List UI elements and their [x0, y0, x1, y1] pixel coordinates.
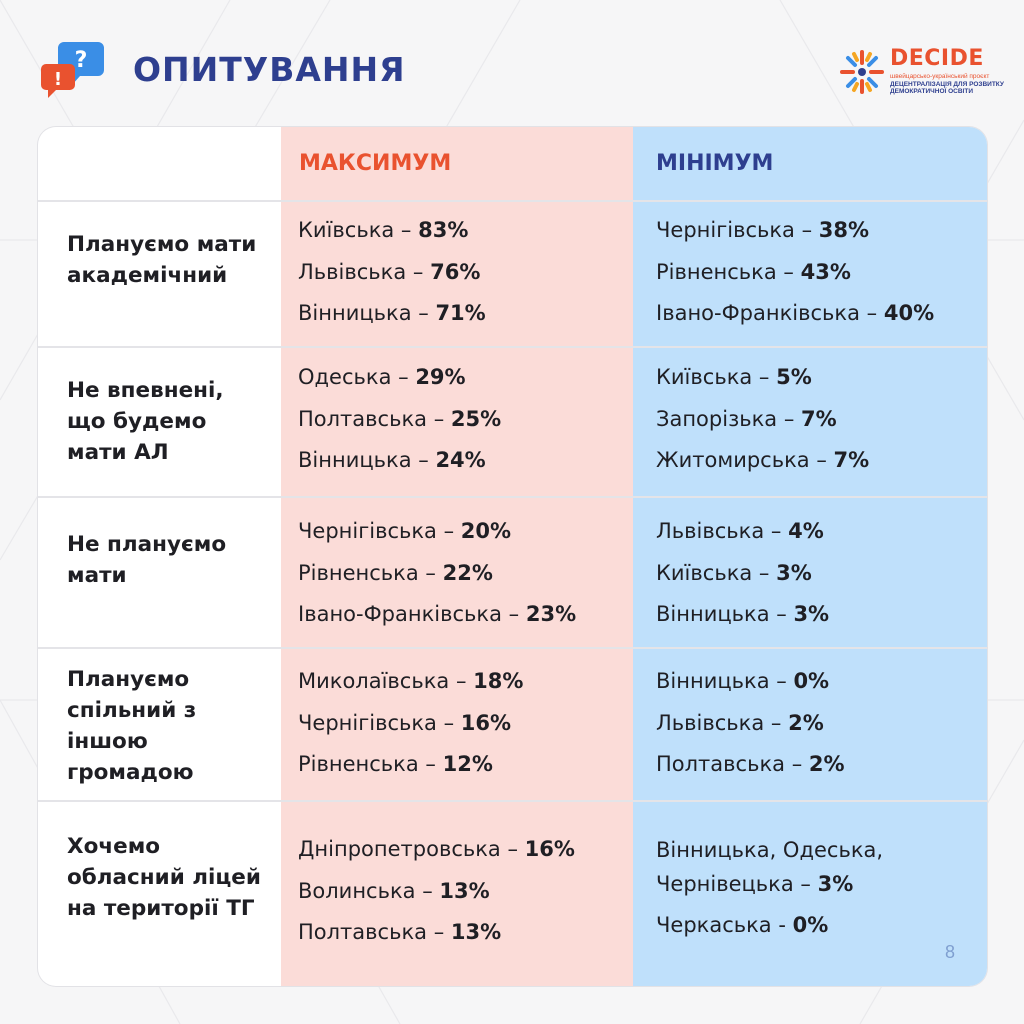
- row-divider: [38, 346, 987, 348]
- list-item: Київська – 5%: [656, 365, 812, 389]
- min-cell: [656, 210, 981, 335]
- list-item: Черкаська - 0%: [656, 913, 829, 937]
- page-title: ОПИТУВАННЯ: [133, 50, 406, 89]
- svg-text:!: !: [53, 69, 63, 90]
- row-label: Не впевнені, що будемо мати АЛ: [67, 378, 224, 465]
- list-item: Рівненська – 12%: [298, 752, 493, 776]
- list-item: Львівська – 76%: [298, 259, 481, 284]
- header: [0, 0, 1024, 120]
- chat-question-icon: [40, 38, 106, 102]
- list-item: Чернігівська – 20%: [298, 519, 512, 543]
- list-item: Полтавська – 13%: [298, 920, 502, 944]
- decide-logo: [838, 46, 1004, 98]
- list-item: Івано-Франківська – 40%: [656, 301, 935, 325]
- list-item: Волинська – 13%: [298, 878, 490, 903]
- row-divider: [38, 800, 987, 802]
- max-cell: [298, 210, 633, 335]
- min-cell: [656, 357, 981, 482]
- min-cell: [656, 833, 981, 947]
- list-item: Дніпропетровська – 16%: [298, 837, 575, 861]
- row-label: Плануємо спільний з іншою громадою: [67, 667, 197, 785]
- list-item: Чернігівська – 16%: [298, 710, 512, 735]
- row-label: Плануємо мати академічний: [67, 232, 257, 288]
- max-cell: [298, 661, 633, 786]
- logo-tagline: ДЕЦЕНТРАЛІЗАЦІЯ ДЛЯ РОЗВИТКУ: [890, 81, 1004, 88]
- list-item: Чернігівська – 38%: [656, 218, 870, 242]
- page-number: 8: [945, 942, 956, 962]
- min-cell: [656, 511, 981, 636]
- max-cell: [298, 829, 633, 954]
- list-item: Одеська – 29%: [298, 365, 466, 389]
- list-item: Полтавська – 25%: [298, 406, 502, 431]
- survey-table: [38, 127, 987, 986]
- column-header-max: МАКСИМУМ: [299, 151, 452, 176]
- logo-name: DECIDE: [890, 46, 984, 71]
- list-item: Запорізька – 7%: [656, 406, 837, 431]
- list-item: Рівненська – 22%: [298, 560, 493, 585]
- max-cell: [298, 357, 633, 482]
- row-divider: [38, 647, 987, 649]
- list-item: Вінницька – 71%: [298, 301, 486, 325]
- row-divider: [38, 200, 987, 202]
- logo-tagline: швейцарсько-український проєкт: [890, 73, 990, 80]
- min-cell: [656, 661, 981, 786]
- list-item: Миколаївська – 18%: [298, 669, 524, 693]
- svg-text:?: ?: [74, 48, 88, 73]
- row-label: Не плануємо мати: [67, 532, 227, 588]
- list-item: Житомирська – 7%: [656, 448, 870, 472]
- list-item: Львівська – 2%: [656, 710, 824, 735]
- list-item: Полтавська – 2%: [656, 752, 845, 776]
- max-cell: [298, 511, 633, 636]
- decide-logo-mark: [838, 48, 886, 96]
- list-item: Вінницька – 3%: [656, 602, 830, 626]
- list-item: Київська – 83%: [298, 218, 469, 242]
- row-divider: [38, 496, 987, 498]
- list-item: Рівненська – 43%: [656, 259, 851, 284]
- list-item: Івано-Франківська – 23%: [298, 602, 577, 626]
- column-header-min: МІНІМУМ: [656, 151, 774, 176]
- list-item: Київська – 3%: [656, 560, 812, 585]
- list-item: Львівська – 4%: [656, 519, 824, 543]
- list-item: Вінницька – 24%: [298, 448, 486, 472]
- logo-tagline: ДЕМОКРАТИЧНОЇ ОСВІТИ: [890, 88, 973, 95]
- list-item: Вінницька, Одеська, Чернівецька – 3%: [656, 838, 884, 896]
- list-item: Вінницька – 0%: [656, 669, 830, 693]
- row-label: Хочемо обласний ліцей на території ТГ: [67, 834, 261, 921]
